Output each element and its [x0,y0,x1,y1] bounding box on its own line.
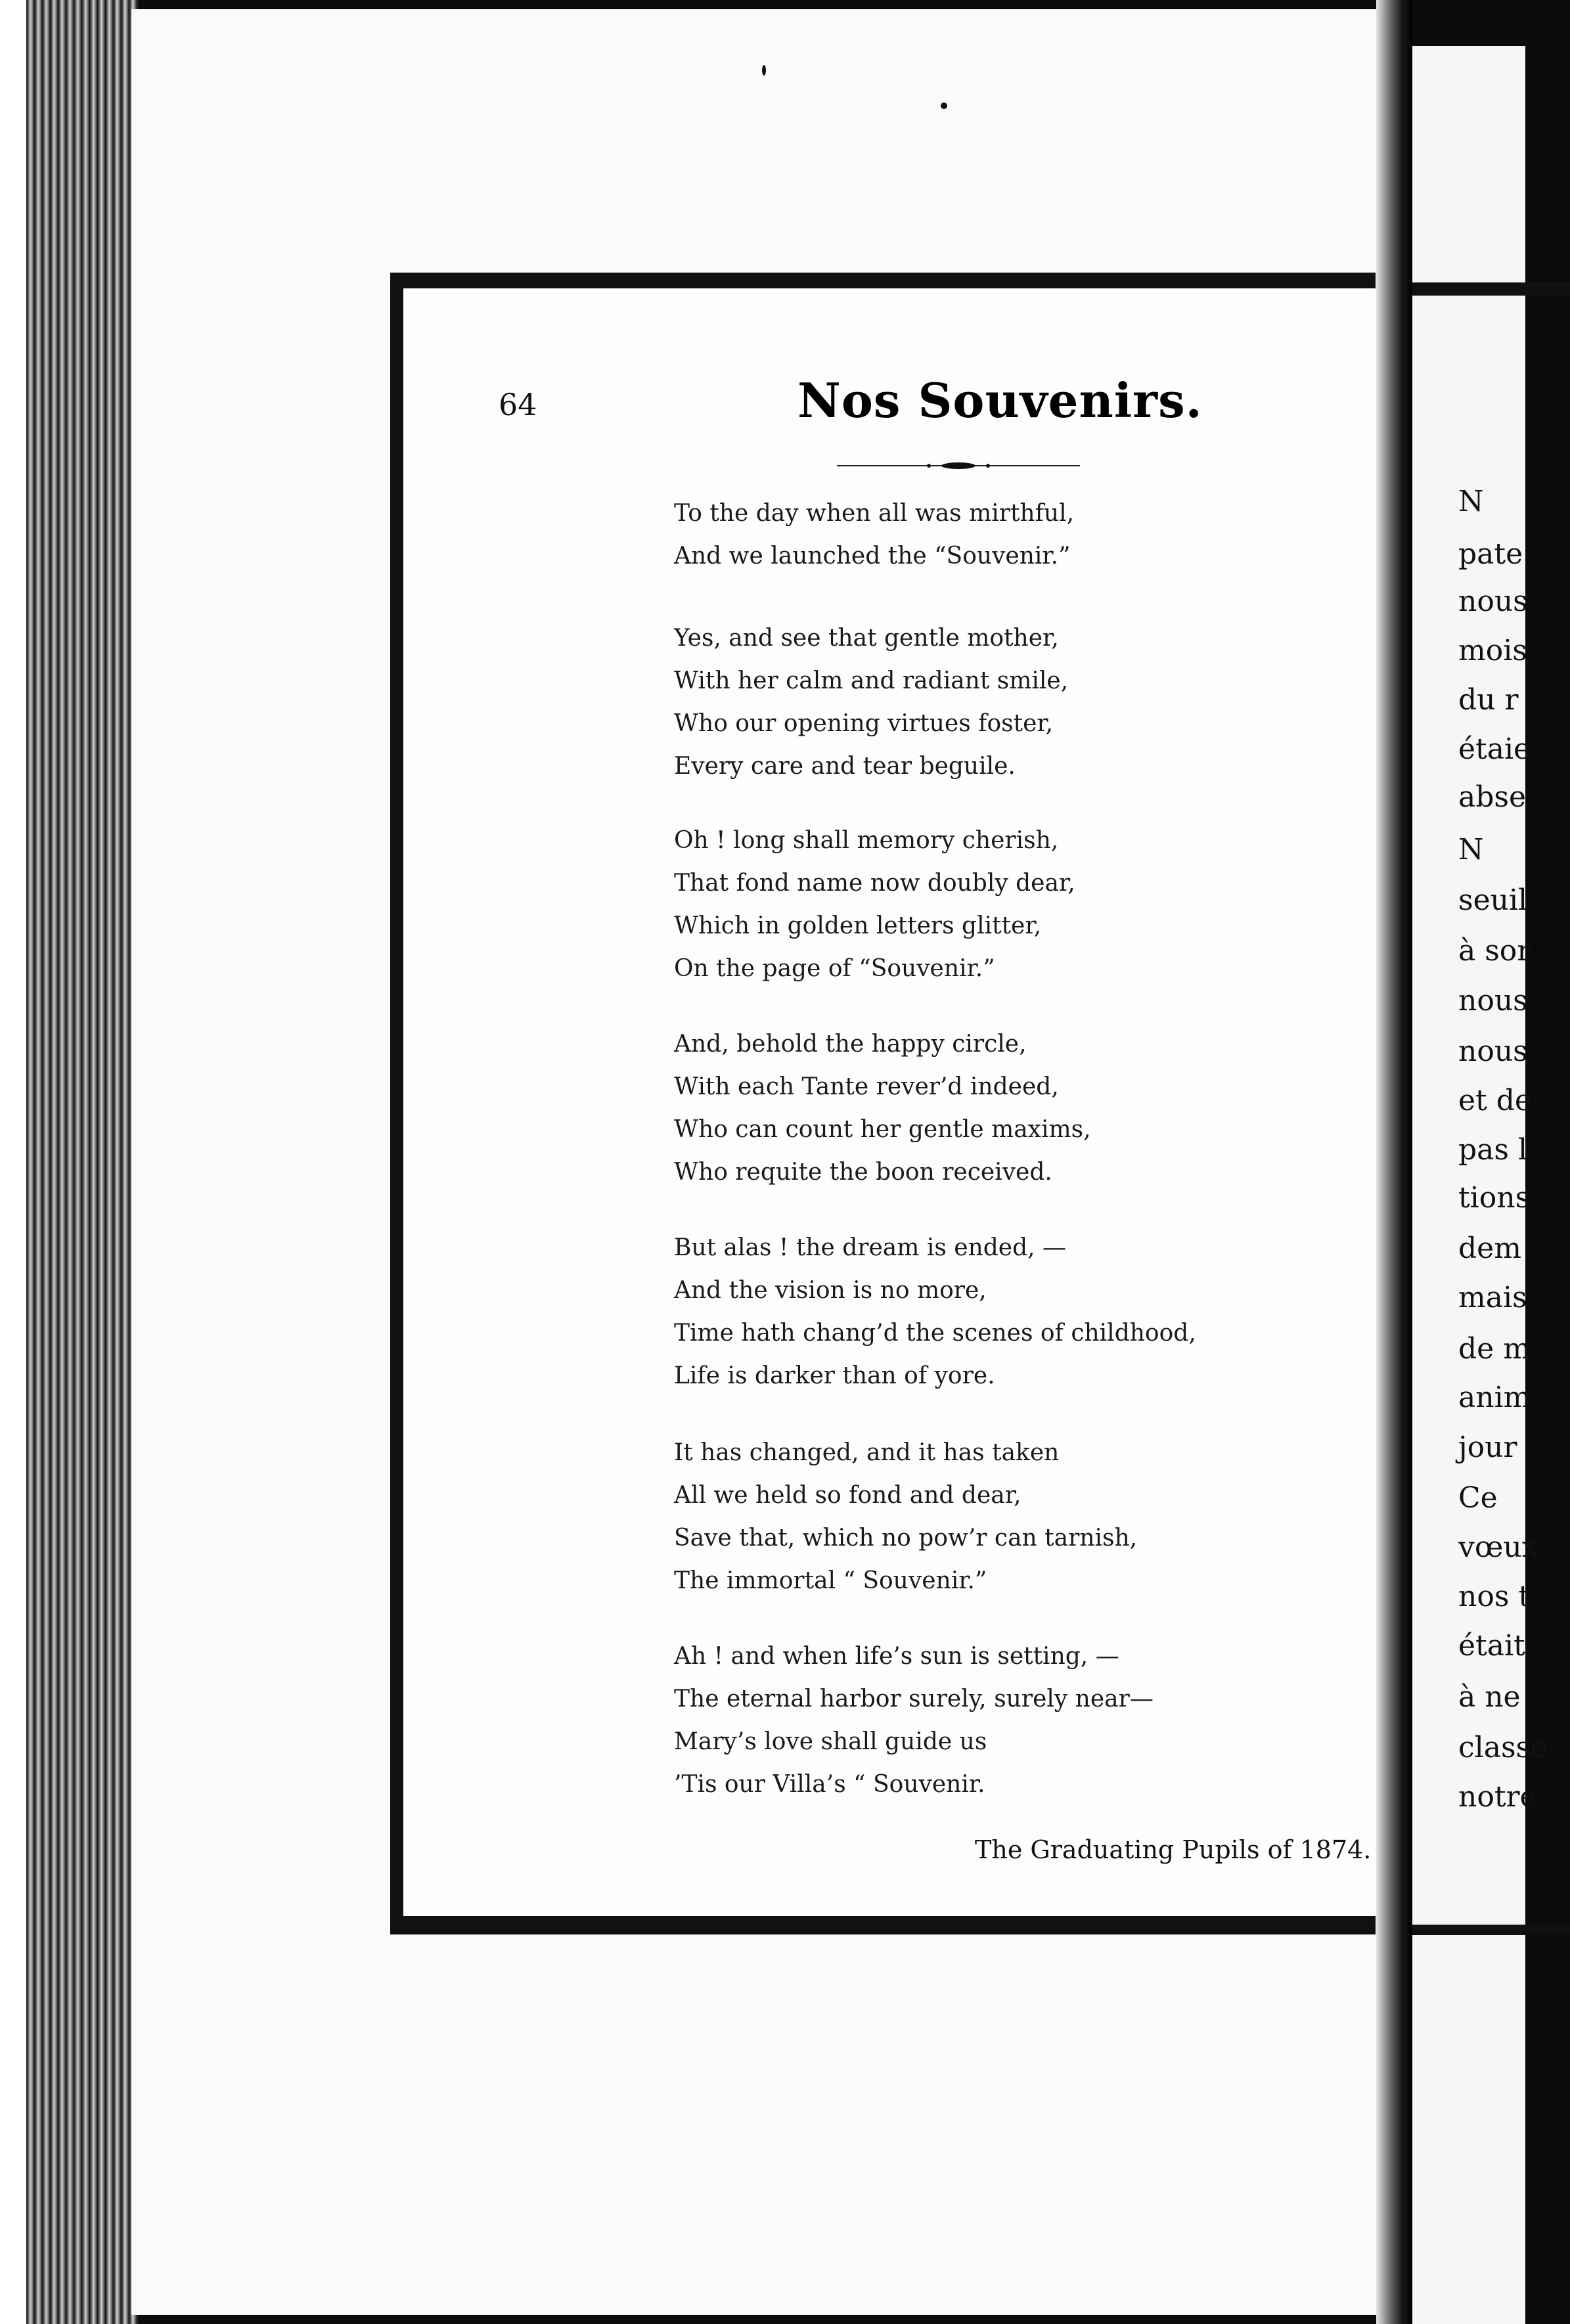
text-fragment: pas l [1458,1133,1528,1167]
poem-line: Ah ! and when life’s sun is setting, — [674,1643,1119,1670]
poem-line: And the vision is no more, [674,1277,987,1304]
text-fragment: notre [1458,1780,1537,1814]
text-fragment: était [1458,1629,1525,1663]
book-gutter [1376,0,1412,2324]
poem-line: Who our opening virtues foster, [674,710,1054,737]
facing-page [1412,46,1548,2324]
stanza-3 [674,819,1075,990]
ink-speck [762,65,766,76]
book-page-edges [26,0,138,2324]
text-fragment: nous [1458,984,1528,1017]
poem-frame [390,273,1376,1934]
text-fragment: jour [1458,1431,1517,1464]
page-number: 64 [499,387,537,422]
text-fragment: nous [1458,1035,1528,1068]
poem-line: But alas ! the dream is ended, — [674,1234,1067,1261]
stanza-7 [674,1635,1154,1806]
poem-line: With her calm and radiant smile, [674,667,1069,694]
poem-line: It has changed, and it has taken [674,1439,1060,1466]
poem-line: All we held so fond and dear, [674,1482,1021,1509]
text-fragment: à sor [1458,934,1531,968]
poem-line: Yes, and see that gentle mother, [674,625,1059,652]
poem-line: To the day when all was mirthful, [674,500,1075,527]
poem-line: That fond name now doubly dear, [674,870,1075,897]
left-margin [0,0,30,2324]
text-fragment: anim [1458,1381,1531,1414]
poem-line: The immortal “ Souvenir.” [674,1567,987,1594]
text-fragment: abse [1458,780,1527,814]
text-fragment: N [1458,833,1484,866]
stanza-5 [674,1226,1196,1397]
stanza-4 [674,1023,1091,1194]
text-fragment: mais [1458,1281,1527,1314]
poem-line: With each Tante rever’d indeed, [674,1073,1059,1100]
poem-line: On the page of “Souvenir.” [674,955,995,982]
poem-line: Who requite the boon received. [674,1159,1052,1186]
poem-line: ’Tis our Villa’s “ Souvenir. [674,1771,985,1798]
text-fragment: N [1458,485,1484,518]
text-fragment: de m [1458,1332,1531,1366]
stanza-6 [674,1431,1137,1602]
text-fragment: classe [1458,1731,1548,1764]
text-fragment: nos t [1458,1580,1531,1613]
title-ornament-rule [837,460,1080,471]
ink-speck [941,102,947,109]
poem-line: The eternal harbor surely, surely near— [674,1686,1154,1712]
poem-line: Mary’s love shall guide us [674,1728,987,1755]
text-fragment: tions [1458,1181,1531,1215]
stanza-1 [674,492,1074,577]
text-fragment: à ne [1458,1680,1521,1714]
text-fragment: mois [1458,634,1527,667]
poem-line: Every care and tear beguile. [674,753,1016,780]
text-fragment: seuil [1458,883,1528,917]
stanza-2 [674,617,1068,788]
text-fragment: pate [1458,537,1523,571]
poem-line: Life is darker than of yore. [674,1362,995,1389]
page-title: Nos Souvenirs. [797,372,1203,428]
poem-line: Which in golden letters glitter, [674,912,1042,939]
signature: The Graduating Pupils of 1874. [975,1835,1372,1864]
text-fragment: Ce [1458,1481,1498,1515]
poem-line: And we launched the “Souvenir.” [674,543,1071,570]
poem-line: Save that, which no pow’r can tarnish, [674,1525,1138,1552]
text-fragment: dem [1458,1232,1521,1265]
poem-line: Oh ! long shall memory cherish, [674,827,1059,854]
text-fragment: du r [1458,683,1519,717]
text-fragment: vœux [1458,1531,1538,1564]
poem-line: And, behold the happy circle, [674,1031,1027,1058]
text-fragment: nous [1458,585,1528,618]
poem-line: Who can count her gentle maxims, [674,1116,1091,1143]
text-fragment: étaie [1458,732,1531,766]
text-fragment: et de [1458,1084,1532,1117]
poem-line: Time hath chang’d the scenes of childhood, [674,1320,1196,1347]
